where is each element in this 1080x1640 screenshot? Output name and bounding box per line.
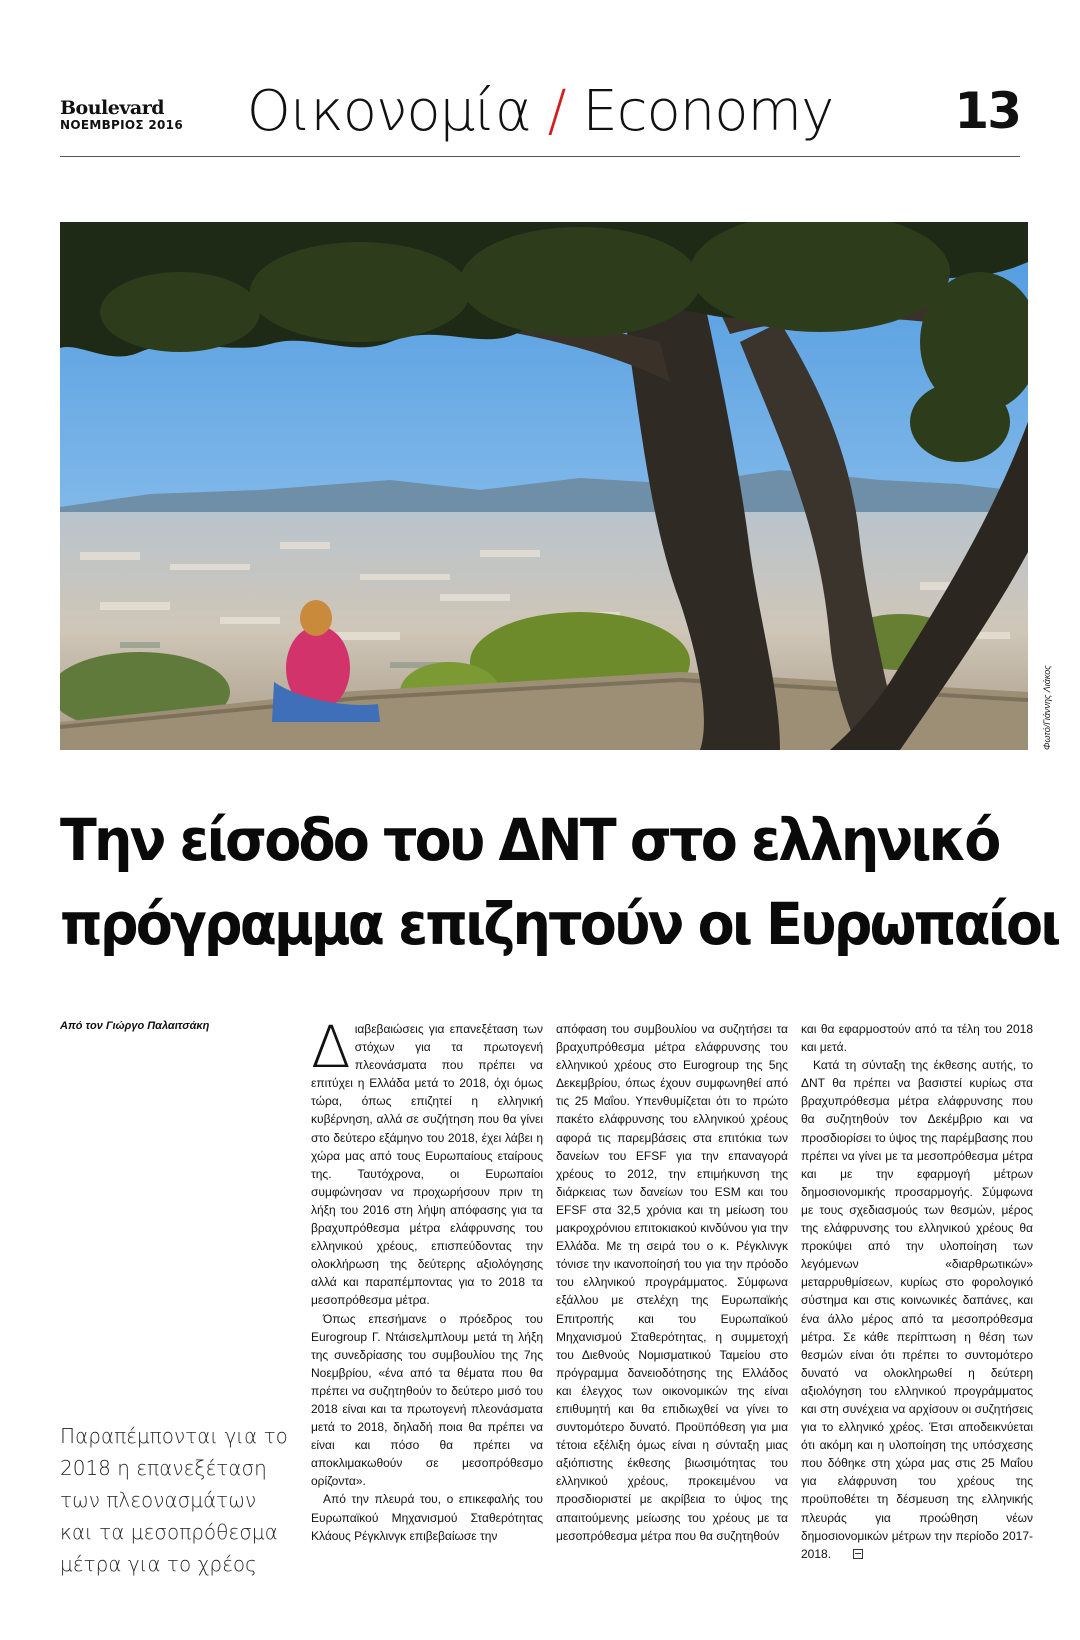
pull-quote — [60, 1420, 288, 1580]
article-paragraph — [801, 1056, 1033, 1563]
article-paragraph: Όπως επεσήμανε ο πρόεδρος του Eurogroup Γ. Ντάισελμπλουμ μετά τη λήξη της συνεδρίασης του συμβουλίου της 7ης Νοεμβρίου, «ένα από τα θέματα που θα πρέπει να συζητηθούν το δεύτερο μισό του 2018 είναι και τα πρωτογενή πλεονάσματα μετά το 2018, δηλαδή ποια θα πρέπει να είναι και πόσο θα πρέπει να αποκλιμακωθούν σε μεσοπρόθεσμο ορίζοντα». — [311, 1311, 543, 1489]
paragraph-text: Κατά τη σύνταξη της έκθεσης αυτής, το ΔΝΤ θα πρέπει να βασιστεί κυρίως στα βραχυπρόθεσμα μέτρα ελάφρυνσης που θα συζητηθούν τον Δεκέμβριο και να προσδιορίσει το ύψος της παρέμβασης που πρέπει να γίνει με τα μεσοπρόθεσμα μέτρα και με την εφαρμογή μέτρων δημοσιονομικής προσαρμογής. Σύμφωνα με τους σχεδιασμούς των θεσμών, μέρος της ελάφρυνσης του ελληνικού χρέους θα προκύψει από την υλοποίηση των λεγόμενων «διαρθρωτικών» μεταρρυθμίσεων, κυρίως στο φορολογικό σύστημα και στις κοινωνικές δαπάνες, και ένα άλλο μέρος από τα μεσοπρόθεσμα μέτρα. Σε κάθε περίπτωση η θέση των θεσμών είναι ότι πρέπει το συντομότερο δυνατό να ολοκληρωθεί η δεύτερη αξιολόγηση του ελληνικού προγράμματος και στη συνέχεια να αρχίσουν οι συζητήσεις για το ελληνικό χρέος. Έτσι αποδεικνύεται ότι ακόμη και η υλοποίηση της υπόσχεσης που δόθηκε στη χώρα μας στις 25 Μαΐου για ελάφρυνση του χρέους της προϋποθέτει τη δέσμευση της ελληνικής πλευράς για προώθηση νέων δημοσιονομικών μέτρων την περίοδο 2017-2018. — [801, 1058, 1033, 1561]
pull-quote-line: των πλεονασμάτων — [60, 1488, 257, 1512]
article-photo — [60, 222, 1028, 750]
article-column-3 — [801, 1020, 1033, 1563]
headline-line-2: πρόγραμμα επιζητούν οι Ευρωπαίοι — [60, 890, 1059, 958]
article-paragraph: Από την πλευρά του, ο επικεφαλής του Ευρωπαϊκού Μηχανισμού Σταθερότητας Κλάους Ρέγκλινγκ επιβεβαίωσε την — [311, 1492, 543, 1543]
page-number: 13 — [954, 82, 1020, 140]
section-title-english: Economy — [582, 79, 834, 144]
byline: Από τον Γιώργο Παλαιτσάκη — [60, 1020, 210, 1032]
issue-date: ΝΟΕΜΒΡΙΟΣ 2016 — [60, 118, 183, 132]
photo-credit — [1028, 650, 1052, 750]
drop-cap: Δ — [311, 1013, 351, 1081]
article-column-1 — [311, 1013, 543, 1545]
pull-quote-line: Παραπέμπονται για το — [60, 1424, 288, 1448]
section-title-separator: / — [547, 79, 566, 144]
pull-quote-line: 2018 η επανεξέταση — [60, 1456, 267, 1480]
article-column-2 — [556, 1020, 788, 1545]
paragraph-text: ιαβεβαιώσεις για επανεξέταση των στόχων για τα πρωτογενή πλεονάσματα που πρέπει να επιτύχει η Ελλάδα μετά το 2018, όχι όμως τώρα, όπως επιζητεί η ελληνική κυβέρνηση, αλλά σε συζήτηση που θα γίνει στο δεύτερο εξάμηνο του 2018, έχει λάβει η χώρα μας από τους Ευρωπαίους εταίρους της. Ταυτόχρονα, οι Ευρωπαίοι συμφώνησαν να προχωρήσουν πριν τη λήξη του 2016 στη λήψη απόφασης για τα βραχυπρόθεσμα μέτρα ελάφρυνσης του ελληνικού χρέους, επισπεύδοντας την ολοκλήρωση της δεύτερης αξιολόγησης αλλά και παραπέμποντας για το 2018 τα μεσοπρόθεσμα μέτρα. — [311, 1022, 543, 1308]
photo-credit-text: Φωτό/Γιάννης Λιάκος — [1042, 665, 1052, 750]
pull-quote-line: και τα μεσοπρόθεσμα — [60, 1520, 278, 1544]
article-paragraph: και θα εφαρμοστούν από τα τέλη του 2018 και μετά. — [801, 1022, 1033, 1055]
article-headline — [60, 798, 1059, 966]
article-paragraph: απόφαση του συμβουλίου να συζητήσει τα βραχυπρόθεσμα μέτρα ελάφρυνσης του ελληνικού χρέους στο Eurogroup της 5ης Δεκεμβρίου, όπως έχουν συμφωνηθεί από τις 25 Μαΐου. Υπενθυμίζεται ότι το πρώτο πακέτο ελάφρυνσης του ελληνικού χρέους αφορά τις παρεμβάσεις στα επιτόκια των δανείων του EFSF για την επαναγορά χρέους το 2012, την επιμήκυνση της διάρκειας των δανείων του ESM και του EFSF στα 32,5 χρόνια και τη μείωση του μακροχρόνιου επιτοκιακού κινδύνου για την Ελλάδα. Με τη σειρά του ο κ. Ρέγκλινγκ τόνισε την ικανοποίησή του για την πρόοδο του ελληνικού προγράμματος. Σύμφωνα εξάλλου με στελέχη της Ευρωπαϊκής Επιτροπής και του Ευρωπαϊκού Μηχανισμού Σταθερότητας, η συμμετοχή του Διεθνούς Νομισματικού Ταμείου στο πρόγραμμα δανειοδότησης της Ελλάδος και έλεγχος των οικονομικών της είναι επιθυμητή και θα επιδιωχθεί να γίνει το συντομότερο δυνατό. Προϋπόθεση για μια τέτοια εξέλιξη όμως είναι η σύνταξη μιας αξιόπιστης έκθεσης βιωσιμότητας του ελληνικού χρέους, προκειμένου να προσδιοριστεί με ακρίβεια το ύψος της απαιτούμενης μείωσης του χρέους με τα μεσοπρόθεσμα μέτρα που θα συζητηθούν — [556, 1022, 788, 1543]
pull-quote-line: μέτρα για το χρέος — [60, 1552, 257, 1576]
article-photo-illustration — [60, 222, 1028, 750]
section-title-greek: Οικονομία — [246, 79, 531, 144]
brand-logo: Boulevard — [60, 97, 164, 119]
article-end-icon — [853, 1549, 863, 1559]
masthead — [60, 80, 1020, 157]
article-paragraph — [311, 1013, 543, 1310]
section-title — [60, 80, 1020, 144]
headline-line-1: Την είσοδο του ΔΝΤ στο ελληνικό — [60, 806, 999, 874]
